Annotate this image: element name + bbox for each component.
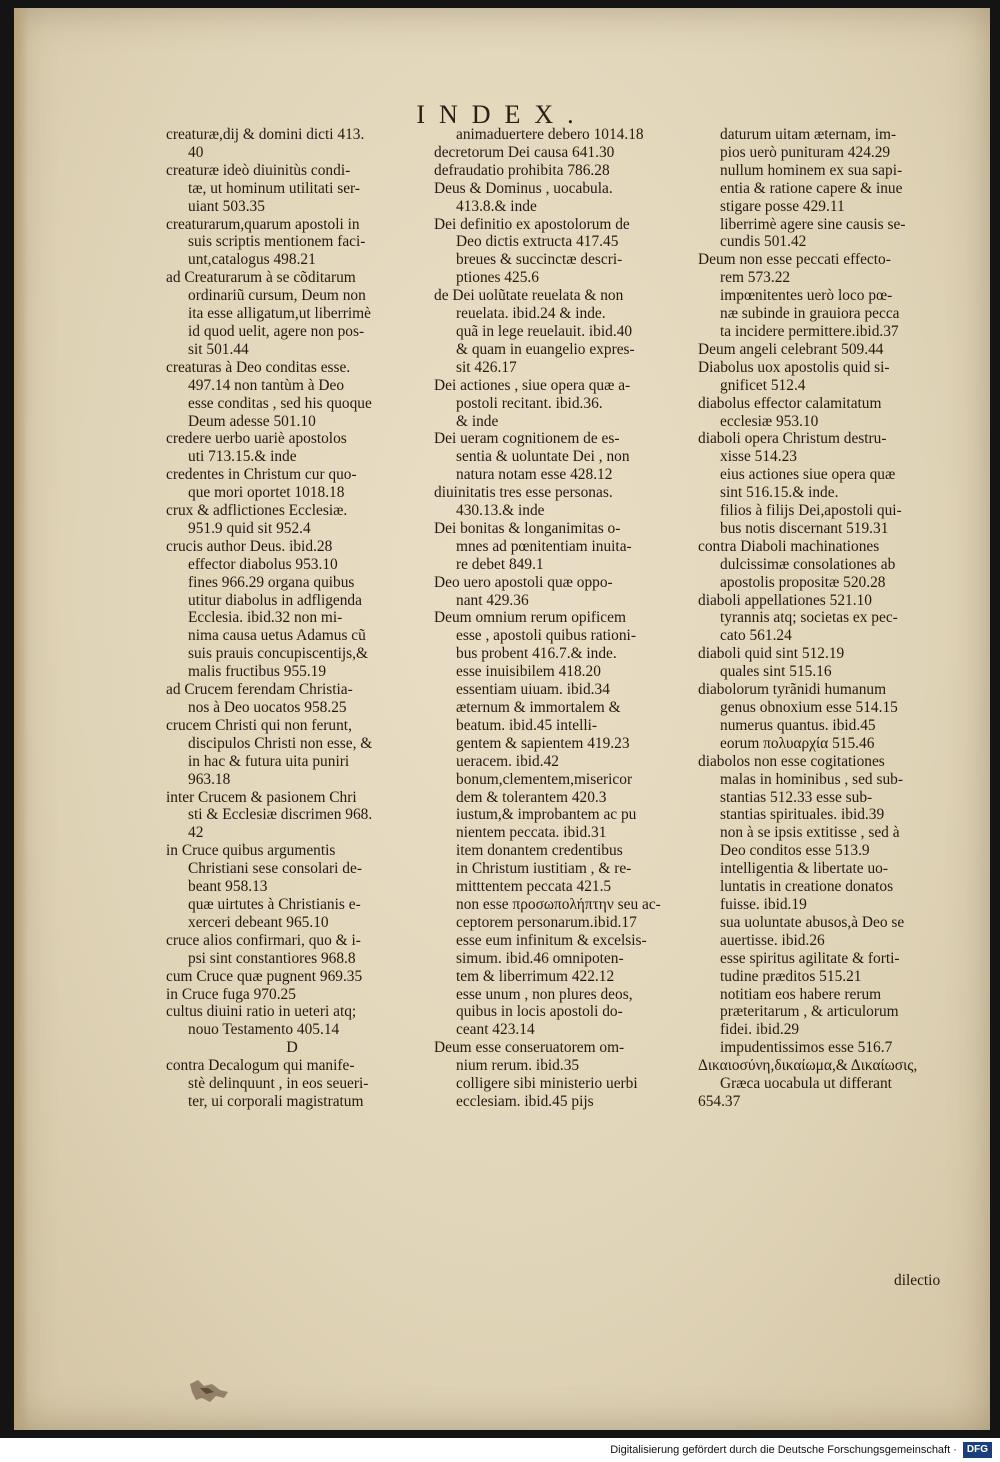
index-line: 654.37 <box>698 1092 741 1110</box>
index-line: stigare posse 429.11 <box>720 197 845 215</box>
index-line: filios à filijs Dei,apostoli qui- <box>720 502 902 520</box>
index-line: re debet 849.1 <box>456 555 544 573</box>
index-line: nant 429.36 <box>456 591 529 609</box>
index-line: Græca uocabula ut differant <box>720 1075 892 1093</box>
index-line: id quod uelit, agere non pos- <box>188 322 365 340</box>
index-line: diaboli appellationes 521.10 <box>698 591 872 609</box>
index-line: 413.8.& inde <box>456 197 537 215</box>
index-line: diaboli quid sint 512.19 <box>698 645 845 663</box>
index-line: non esse προσωπολήπτην seu ac- <box>456 895 661 913</box>
index-line: tæ, ut hominum utilitati ser- <box>188 179 360 197</box>
index-line: ordinariũ cursum, Deum non <box>188 287 366 305</box>
index-line: sit 426.17 <box>456 358 517 376</box>
index-line: Dei bonitas & longanimitas o- <box>434 519 621 537</box>
index-line: 951.9 quid sit 952.4 <box>188 519 311 537</box>
index-line: ceptorem personarum.ibid.17 <box>456 913 637 931</box>
index-line: Dei actiones , siue opera quæ a- <box>434 376 631 394</box>
index-line: sint 516.15.& inde. <box>720 484 839 502</box>
index-line: natura notam esse 428.12 <box>456 466 613 484</box>
index-line: in Cruce quibus argumentis <box>166 842 336 860</box>
index-column-3 <box>698 126 950 1111</box>
index-line: fidei. ibid.29 <box>720 1021 800 1039</box>
index-line: colligere sibi ministerio uerbi <box>456 1075 638 1093</box>
index-line: liberrimè agere sine causis se- <box>720 215 906 233</box>
index-line: defraudatio prohibita 786.28 <box>434 161 610 179</box>
index-line: nos à Deo uocatos 958.25 <box>188 699 347 716</box>
index-line: 40 <box>188 143 204 161</box>
index-line: Dei ueram cognitionem de es- <box>434 430 620 448</box>
index-line: Diabolus uox apostolis quid si- <box>698 358 890 376</box>
index-line: rem 573.22 <box>720 269 791 287</box>
index-line: dulcissimæ consolationes ab <box>720 555 896 573</box>
index-line: impudentissimos esse 516.7 <box>720 1039 893 1057</box>
index-line: gnificet 512.4 <box>720 376 806 394</box>
index-line: in Christum iustitiam , & re- <box>456 860 632 878</box>
index-line: esse , apostoli quibus rationi- <box>456 627 636 645</box>
index-line: nientem peccata. ibid.31 <box>456 824 607 842</box>
index-line: que mori oportet 1018.18 <box>188 484 345 502</box>
index-line: ecclesiæ 953.10 <box>720 412 819 430</box>
index-line: & quam in euangelio expres- <box>456 340 635 358</box>
index-line: stè delinquunt , in eos seueri- <box>188 1075 369 1093</box>
index-line: quã in lege reuelauit. ibid.40 <box>456 322 633 340</box>
index-line: sit 501.44 <box>188 340 249 358</box>
index-line: crucis author Deus. ibid.28 <box>166 537 333 555</box>
index-line: ad Crucem ferendam Christia- <box>166 681 353 699</box>
index-line: non à se ipsis extitisse , sed à <box>720 824 900 842</box>
index-line: numerus quantus. ibid.45 <box>720 716 876 734</box>
index-line: ter, ui corporali magistratum <box>188 1092 364 1110</box>
index-line: reuelata. ibid.24 & inde. <box>456 305 606 323</box>
index-line: creaturæ ideò diuinitùs condi- <box>166 161 351 179</box>
index-line: cundis 501.42 <box>720 233 807 251</box>
index-line: Christiani sese consolari de- <box>188 860 362 878</box>
index-line: gentem & sapientem 419.23 <box>456 734 630 752</box>
index-line: nouo Testamento 405.14 <box>188 1021 340 1039</box>
index-line: sentia & uoluntate Dei , non <box>456 448 630 466</box>
index-line: esse inuisibilem 418.20 <box>456 663 601 681</box>
index-line: item donantem credentibus <box>456 842 623 860</box>
digitization-footer <box>0 1438 1000 1462</box>
index-line: esse unum , non plures deos, <box>456 985 633 1003</box>
index-line: sua uoluntate abusos,à Deo se <box>720 913 905 931</box>
index-line: entia & ratione capere & inue <box>720 179 903 197</box>
index-line: esse eum infinitum & excelsis- <box>456 931 647 949</box>
index-line: notitiam eos habere rerum <box>720 985 882 1003</box>
index-line: Deo uero apostoli quæ oppo- <box>434 573 613 591</box>
page-header: INDEX. <box>416 100 588 129</box>
index-line: 497.14 non tantùm à Deo <box>188 376 345 394</box>
index-line: bonum,clementem,misericor <box>456 770 633 788</box>
index-line: quibus in locis apostoli do- <box>456 1003 623 1021</box>
index-line: esse conditas , sed his quoque <box>188 394 372 412</box>
index-line: Deum adesse 501.10 <box>188 412 316 430</box>
index-line: utitur diabolus in adfligenda <box>188 591 362 609</box>
index-line: mnes ad pœnitentiam inuita- <box>456 537 632 555</box>
index-line: creaturas à Deo conditas esse. <box>166 358 351 376</box>
index-line: ta incidere permittere.ibid.37 <box>720 322 899 340</box>
index-line: contra Diaboli machinationes <box>698 537 880 555</box>
index-line: unt,catalogus 498.21 <box>188 251 316 269</box>
index-line: uti 713.15.& inde <box>188 448 297 466</box>
index-line: creaturæ,dij & domini dicti 413. <box>166 126 365 143</box>
index-line: 430.13.& inde <box>456 502 545 520</box>
index-line: credere uerbo uariè apostolos <box>166 430 347 448</box>
index-line: ptiones 425.6 <box>456 269 539 287</box>
index-line: apostolis propositæ 520.28 <box>720 573 886 591</box>
index-line: contra Decalogum qui manife- <box>166 1057 355 1075</box>
index-line: Deum angeli celebrant 509.44 <box>698 340 884 358</box>
index-line: daturum uitam æternam, im- <box>720 126 897 143</box>
index-line: næ subinde in grauiora pecca <box>720 305 900 323</box>
index-line: D <box>286 1039 298 1057</box>
index-line: stantias 512.33 esse sub- <box>720 788 873 806</box>
index-line: & inde <box>456 412 499 430</box>
index-line: bus probent 416.7.& inde. <box>456 645 617 663</box>
index-line: quales sint 515.16 <box>720 663 832 681</box>
index-line: in hac & futura uita puniri <box>188 752 350 770</box>
index-line: essentiam uiuam. ibid.34 <box>456 681 610 699</box>
index-line: fines 966.29 organa quibus <box>188 573 355 591</box>
index-line: Deo conditos esse 513.9 <box>720 842 870 860</box>
index-line: Deum omnium rerum opificem <box>434 609 626 627</box>
index-line: cruce alios confirmari, quo & i- <box>166 931 361 949</box>
index-line: pios uerò punituram 424.29 <box>720 143 891 161</box>
index-line: cum Cruce quæ pugnent 969.35 <box>166 967 363 985</box>
index-line: ad Creaturarum à se cõditarum <box>166 269 356 287</box>
index-line: auertisse. ibid.26 <box>720 931 825 949</box>
index-line: xerceri debeant 965.10 <box>188 913 329 931</box>
index-line: credentes in Christum cur quo- <box>166 466 357 484</box>
index-line: animaduertere debero 1014.18 <box>456 126 644 143</box>
index-line: eius actiones siue opera quæ <box>720 466 896 484</box>
index-line: beant 958.13 <box>188 878 268 896</box>
index-line: præteritarum , & articulorum <box>720 1003 899 1021</box>
index-line: breues & succinctæ descri- <box>456 251 623 269</box>
index-line: Deum non esse peccati effecto- <box>698 251 891 269</box>
index-line: ceant 423.14 <box>456 1021 535 1039</box>
index-line: effector diabolus 953.10 <box>188 555 338 573</box>
index-line: 42 <box>188 824 204 842</box>
index-line: xisse 514.23 <box>720 448 797 466</box>
index-line: de Dei uolũtate reuelata & non <box>434 287 624 305</box>
footer-text: Digitalisierung gefördert durch die Deutsche Forschungsgemeinschaft · <box>610 1444 957 1456</box>
index-line: nima causa uetus Adamus cũ <box>188 627 366 645</box>
index-line: Dei definitio ex apostolorum de <box>434 215 630 233</box>
index-line: crucem Christi qui non ferunt, <box>166 716 352 734</box>
index-line: æternum & immortalem & <box>456 699 621 716</box>
index-line: psi sint constantiores 968.8 <box>188 949 356 967</box>
index-line: nium rerum. ibid.35 <box>456 1057 580 1075</box>
index-line: diabolos non esse cogitationes <box>698 752 885 770</box>
index-line: sti & Ecclesiæ discrimen 968. <box>188 806 373 824</box>
index-line: mitttentem peccata 421.5 <box>456 878 612 896</box>
index-line: tem & liberrimum 422.12 <box>456 967 615 985</box>
index-line: bus notis discernant 519.31 <box>720 519 889 537</box>
ink-stain-icon <box>186 1376 232 1406</box>
index-line: Deus & Dominus , uocabula. <box>434 179 613 197</box>
index-line: luntatis in creatione donatos <box>720 878 894 896</box>
index-line: dem & tolerantem 420.3 <box>456 788 607 806</box>
index-line: creaturarum,quarum apostoli in <box>166 215 360 233</box>
index-line: ecclesiam. ibid.45 pijs <box>456 1092 594 1110</box>
index-line: suis scriptis mentionem faci- <box>188 233 366 251</box>
index-line: ita esse alligatum,ut liberrimè <box>188 305 371 323</box>
index-line: esse spiritus agilitate & forti- <box>720 949 900 967</box>
index-line: in Cruce fuga 970.25 <box>166 985 296 1003</box>
index-line: diabolorum tyrãnidi humanum <box>698 681 887 699</box>
index-line: 963.18 <box>188 770 231 788</box>
index-line: uiant 503.35 <box>188 197 265 215</box>
index-line: diabolus effector calamitatum <box>698 394 882 412</box>
index-line: cultus diuini ratio in ueteri atq; <box>166 1003 357 1021</box>
index-line: diuinitatis tres esse personas. <box>434 484 613 502</box>
index-line: quæ uirtutes à Christianis e- <box>188 895 361 913</box>
index-line: malas in hominibus , sed sub- <box>720 770 903 788</box>
index-line: Deo dictis extructa 417.45 <box>456 233 619 251</box>
index-line: fuisse. ibid.19 <box>720 895 807 913</box>
index-line: inter Crucem & pasionem Chri <box>166 788 357 806</box>
index-line: beatum. ibid.45 intelli- <box>456 716 598 734</box>
catchword: dilectio <box>894 1272 941 1289</box>
index-line: Ecclesia. ibid.32 non mi- <box>188 609 343 627</box>
index-line: decretorum Dei causa 641.30 <box>434 143 615 161</box>
index-line: malis fructibus 955.19 <box>188 663 327 681</box>
dfg-logo-icon: DFG <box>963 1442 992 1458</box>
index-line: tyrannis atq; societas ex pec- <box>720 609 898 627</box>
index-line: cato 561.24 <box>720 627 792 645</box>
index-line: intelligentia & libertate uo- <box>720 860 888 878</box>
index-line: genus obnoxium esse 514.15 <box>720 699 898 716</box>
index-line: impœnitentes uerò loco pœ- <box>720 287 893 305</box>
index-line: Δικαιοσύνη,δικαίωμα,& Δικαίωσις, <box>698 1057 918 1075</box>
index-line: postoli recitant. ibid.36. <box>456 394 603 412</box>
index-line: suis prauis concupiscentijs,& <box>188 645 368 663</box>
index-line: crux & adflictiones Ecclesiæ. <box>166 502 348 520</box>
book-page <box>14 8 990 1430</box>
index-line: diaboli opera Christum destru- <box>698 430 887 448</box>
index-column-1 <box>166 126 418 1111</box>
index-line: tudine præditos 515.21 <box>720 967 862 985</box>
index-line: discipulos Christi non esse, & <box>188 734 373 752</box>
index-line: eorum πολυαρχία 515.46 <box>720 734 875 752</box>
index-line: Deum esse conseruatorem om- <box>434 1039 625 1057</box>
index-line: iustum,& improbantem ac pu <box>456 806 637 824</box>
index-line: ueracem. ibid.42 <box>456 752 559 770</box>
index-line: nullum hominem ex sua sapi- <box>720 161 903 179</box>
index-line: simum. ibid.46 omnipoten- <box>456 949 624 967</box>
index-line: stantias spirituales. ibid.39 <box>720 806 885 824</box>
index-column-2 <box>434 126 686 1111</box>
